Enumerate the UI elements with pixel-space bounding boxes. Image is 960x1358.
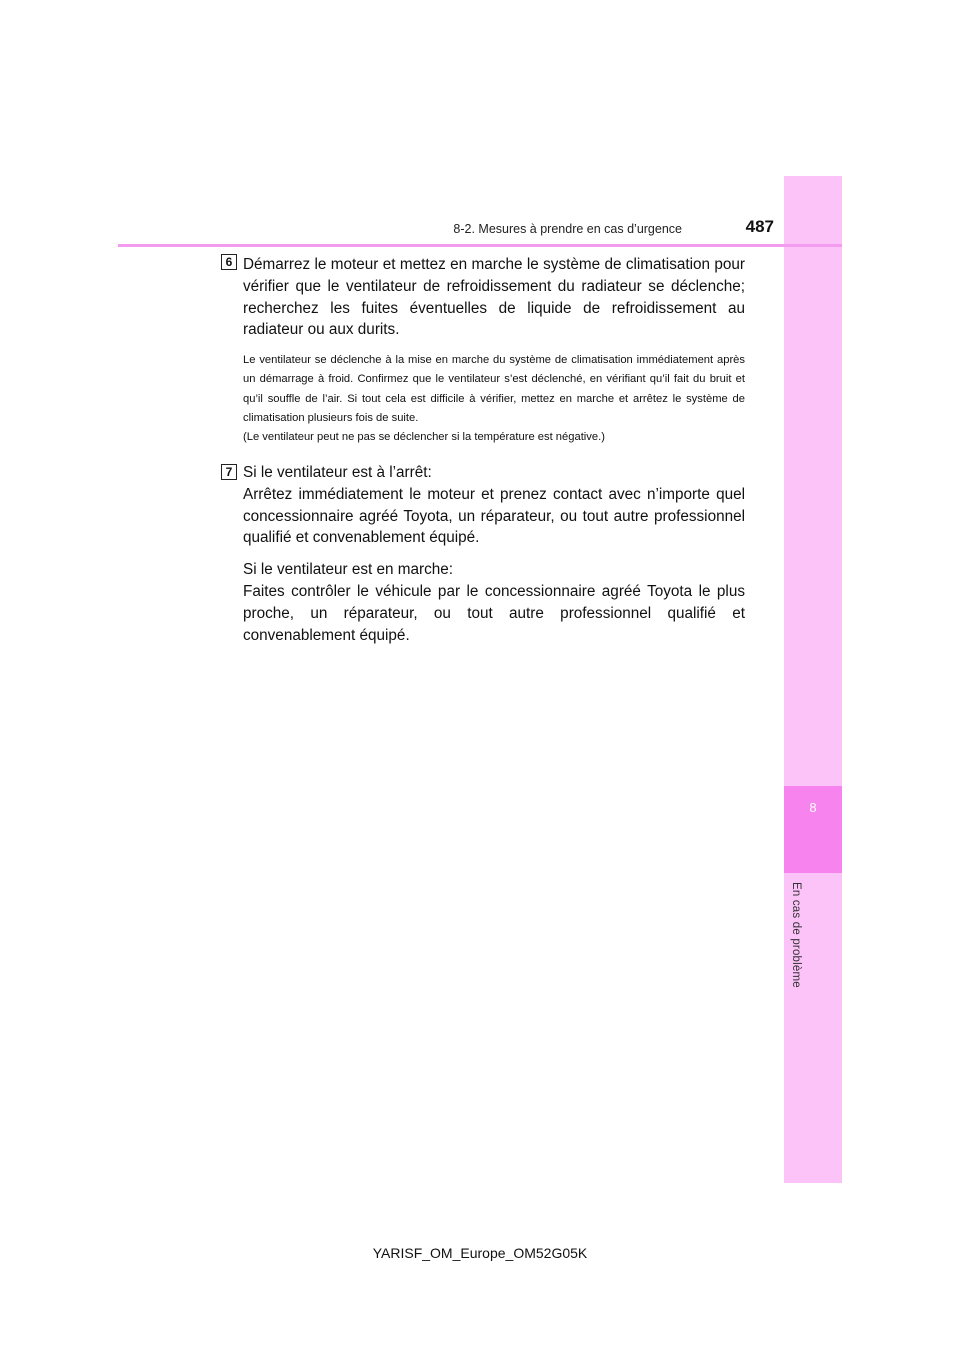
step-7-case-stopped-title: Si le ventilateur est à l’arrêt: xyxy=(243,464,432,481)
step-7-badge: 7 xyxy=(221,464,237,480)
step-7-case-running-title: Si le ventilateur est en marche: xyxy=(243,561,454,579)
step-7 xyxy=(243,462,745,646)
step-6-instruction: Démarrez le moteur et mettez en marche le système de climatisation pour vérifier que le ventilateur de refroidissement du radiateur se déclenche; recherchez les fuites éventuelles de liquide de refroidissement au radiateur ou aux durits. xyxy=(243,256,745,339)
page-number: 487 xyxy=(745,217,774,236)
step-6 xyxy=(243,254,745,447)
chapter-title: En cas de problème xyxy=(790,882,802,988)
header-divider xyxy=(118,244,842,247)
step-6-note: Le ventilateur se déclenche à la mise en marche du système de climatisation immédiatement après un démarrage à froid. Confirmez que le ventilateur s’est déclenché, en vérifiant qu’il fait du bruit et qu’il souffle de l’air. Si tout cela est difficile à vérifier, mettez en marche et arrêtez le système de climatisation plusieurs fois de suite. xyxy=(243,354,745,424)
document-code: YARISF_OM_Europe_OM52G05K xyxy=(372,1245,588,1261)
step-6-note-negative-temp: (Le ventilateur peut ne pas se déclencher si la température est négative.) xyxy=(243,431,605,443)
step-6-badge: 6 xyxy=(221,254,237,270)
chapter-side-tab xyxy=(784,176,842,1183)
chapter-number: 8 xyxy=(809,800,817,815)
step-7-case-running-text: Faites contrôler le véhicule par le concessionnaire agréé Toyota le plus proche, un réparateur, ou tout autre professionnel qualifié et convenablement équipé. xyxy=(243,582,745,644)
step-7-case-stopped-text: Arrêtez immédiatement le moteur et prenez contact avec n’importe quel concessionnaire agréé Toyota, un réparateur, ou tout autre professionnel qualifié et convenablement équipé. xyxy=(243,485,745,547)
section-title: 8-2. Mesures à prendre en cas d’urgence xyxy=(453,222,682,236)
